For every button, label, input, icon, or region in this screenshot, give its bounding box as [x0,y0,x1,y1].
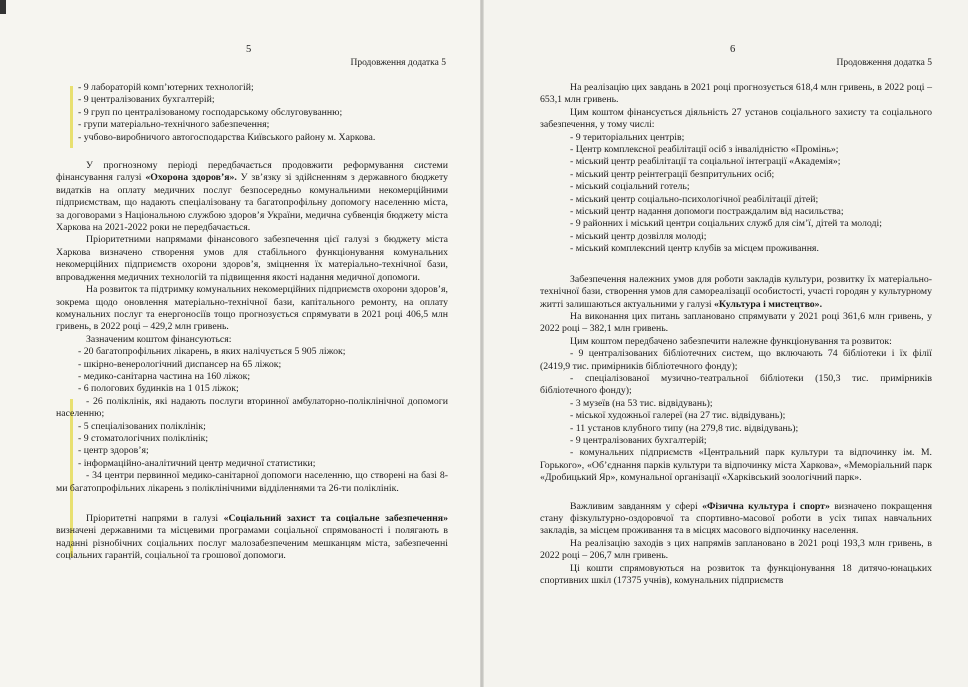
paragraph-financed: Зазначеним коштом фінансуються: [86,333,232,345]
list-item: - медико-санітарна частина на 160 ліжок; [78,370,251,382]
continuation-note: Продовження додатка 5 [836,58,932,68]
list-item: - 9 централізованих бухгалтерій; [78,94,215,106]
paragraph-funding: На розвиток та підтримку комунальних некомерційних підприємств охорони здоров’я, зокрема щодо оновлення матеріально-технічної бази, капітального ремонту, на оплату комунальних послуг та енергоносіїв тощо прогнозується спрямувати в 2021 році 406,5 млн гривень, в 2022 році – 429,2 млн гривень. [56,284,448,333]
list-item: - групи матеріально-технічного забезпечення; [78,119,270,131]
list-item: - міський центр соціально-психологічної реабілітації дітей; [570,193,819,205]
paragraph-social-protection: Пріоритетні напрями в галузі «Соціальний захист та соціальне забезпечення» визначені державними та місцевими програмами соціальної спрямованості і полягають в наданні різнобічних соціальних послуг малозабезпеченим мешканцям міста, забезпеченні соціальних гарантій, соціальної та грошової допомоги. [56,513,448,562]
list-item: - 9 районних і міський центри соціальних служб для сім’ї, дітей та молоді; [570,218,882,230]
paragraph-sport: Важливим завданням у сфері «Фізична культура і спорт» визначено покращення стану фізкультурно-оздоровчої та спортивно-масової роботи в усіх типах навчальних закладів, за місцем проживання та в місцях масового відпочинку населення. [540,500,932,537]
list-item: - 26 поліклінік, які надають послуги вторинної амбулаторно-поліклінічної допомоги населенню; [56,395,448,420]
list-item: - 9 стоматологічних поліклінік; [78,432,209,444]
paragraph-sport-funding: На реалізацію заходів з цих напрямів заплановано в 2021 році 193,3 млн гривень, в 2022 році – 206,7 млн гривень. [540,537,932,562]
list-item: - 9 централізованих бухгалтерій; [570,434,707,446]
list-item: - 34 центри первинної медико-санітарної допомоги населенню, що створені на базі 8-ми багатопрофільних лікарень з поліклінічними відділеннями та 26-ти поліклінік. [56,470,448,494]
list-item: - міський центр реінтеграції безпритульних осіб; [570,168,775,180]
list-item: - 9 централізованих бібліотечних систем, що включають 74 бібліотеки і їх філії (2419,9 тис. примірників бібліотечного фонду); [540,348,932,372]
list-item: - спеціалізованої музично-театральної бібліотеки (150,3 тис. примірників бібліотечного фонду); [540,372,932,397]
list-item: - центр здоров’я; [78,445,149,457]
paragraph-social-funding: На реалізацію цих завдань в 2021 році прогнозується 618,4 млн гривень, в 2022 році – 653,1 млн гривень. [540,82,932,106]
list-item: - 5 спеціалізованих поліклінік; [78,420,206,432]
page-number: 6 [730,44,736,55]
paragraph-institutions: Цим коштом фінансується діяльність 27 установ соціального захисту та соціального забезпечення, у тому числі: [540,106,932,131]
continuation-note: Продовження додатка 5 [350,58,446,68]
right-page-body [540,82,932,587]
left-page-body [56,82,448,563]
list-item: - міський соціальний готель; [570,181,690,193]
paragraph-culture-funding: На виконання цих питань заплановано спрямувати у 2021 році 361,6 млн гривень, у 2022 році – 382,1 млн гривень. [540,310,932,335]
list-item: - учбово-виробничого автогосподарства Київського району м. Харкова. [78,131,376,143]
right-page [484,0,968,687]
paragraph-priorities: Пріоритетними напрямами фінансового забезпечення цієї галузі з бюджету міста Харкова визначено створення умов для стабільного функціонування комунальних некомерційних підприємств охорони здоров’я, зміцнення їх матеріально-технічної бази, впровадження медичних технологій та підвищення якості надання медичної допомоги. [56,234,448,283]
left-page [0,0,482,687]
list-item: - міської художньої галереї (на 27 тис. відвідувань); [570,410,786,422]
paragraph-culture: Забезпечення належних умов для роботи закладів культури, розвитку їх матеріально-технічної бази, створення умов для самореалізації особистості, участі городян у культурному житті залишаються актуальними у галузі «Культура і мистецтво». [540,273,932,310]
list-item: - Центр комплексної реабілітації осіб з інвалідністю «Промінь»; [570,144,839,156]
list-item: - міський центр надання допомоги постраждалим від насильства; [570,206,844,218]
list-item: - 9 територіальних центрів; [570,131,685,143]
list-item: - комунальних підприємств «Центральний парк культури та відпочинку ім. М. Горького», «Об’єднання парків культури та відпочинку міста Харкова», «Меморіальний парк «Дробицький Яр», комунальної організації «Харківський зоологічний парк». [540,447,932,484]
page-number: 5 [246,44,252,55]
list-item: - 11 установ клубного типу (на 279,8 тис. відвідувань); [570,422,799,434]
list-item: - 9 лабораторій комп’ютерних технологій; [78,82,254,93]
list-item: - інформаційно-аналітичний центр медичної статистики; [78,457,316,469]
paragraph-health-reform: У прогнозному періоді передбачається продовжити реформування системи фінансування галузі «Охорона здоров’я». У зв’язку зі здійсненням з державного бюджету видатків на оплату медичних послуг безпосередньо комунальними некомерційними підприємствам, що надають спеціалізовану та багатопрофільну допомогу населенню міста, за договорами з Національною службою здоров’я України, медична субвенція бюджету міста Харкова на 2021-2022 роки не передбачається. [56,160,448,234]
list-item: - шкірно-венерологічний диспансер на 65 ліжок; [78,358,282,370]
list-item: - міський центр реабілітації та соціальної інтеграції «Академія»; [570,156,841,168]
staple-mark [0,0,6,14]
list-item: - 9 груп по централізованому господарському обслуговуванню; [78,106,343,118]
list-item: - міський комплексний центр клубів за місцем проживання. [570,243,819,255]
paragraph-sport-schools: Ці кошти спрямовуються на розвиток та функціонування 18 дитячо-юнацьких спортивних шкіл (17375 учнів), комунальних підприємств [540,562,932,587]
paragraph-culture-support: Цим коштом передбачено забезпечити належне функціонування та розвиток: [570,335,892,347]
list-item: - 6 пологових будинків на 1 015 ліжок; [78,383,239,395]
list-item: - 3 музеїв (на 53 тис. відвідувань); [570,397,713,409]
list-item: - міський центр дозвілля молоді; [570,230,707,242]
list-item: - 20 багатопрофільних лікарень, в яких налічується 5 905 ліжок; [78,346,346,358]
